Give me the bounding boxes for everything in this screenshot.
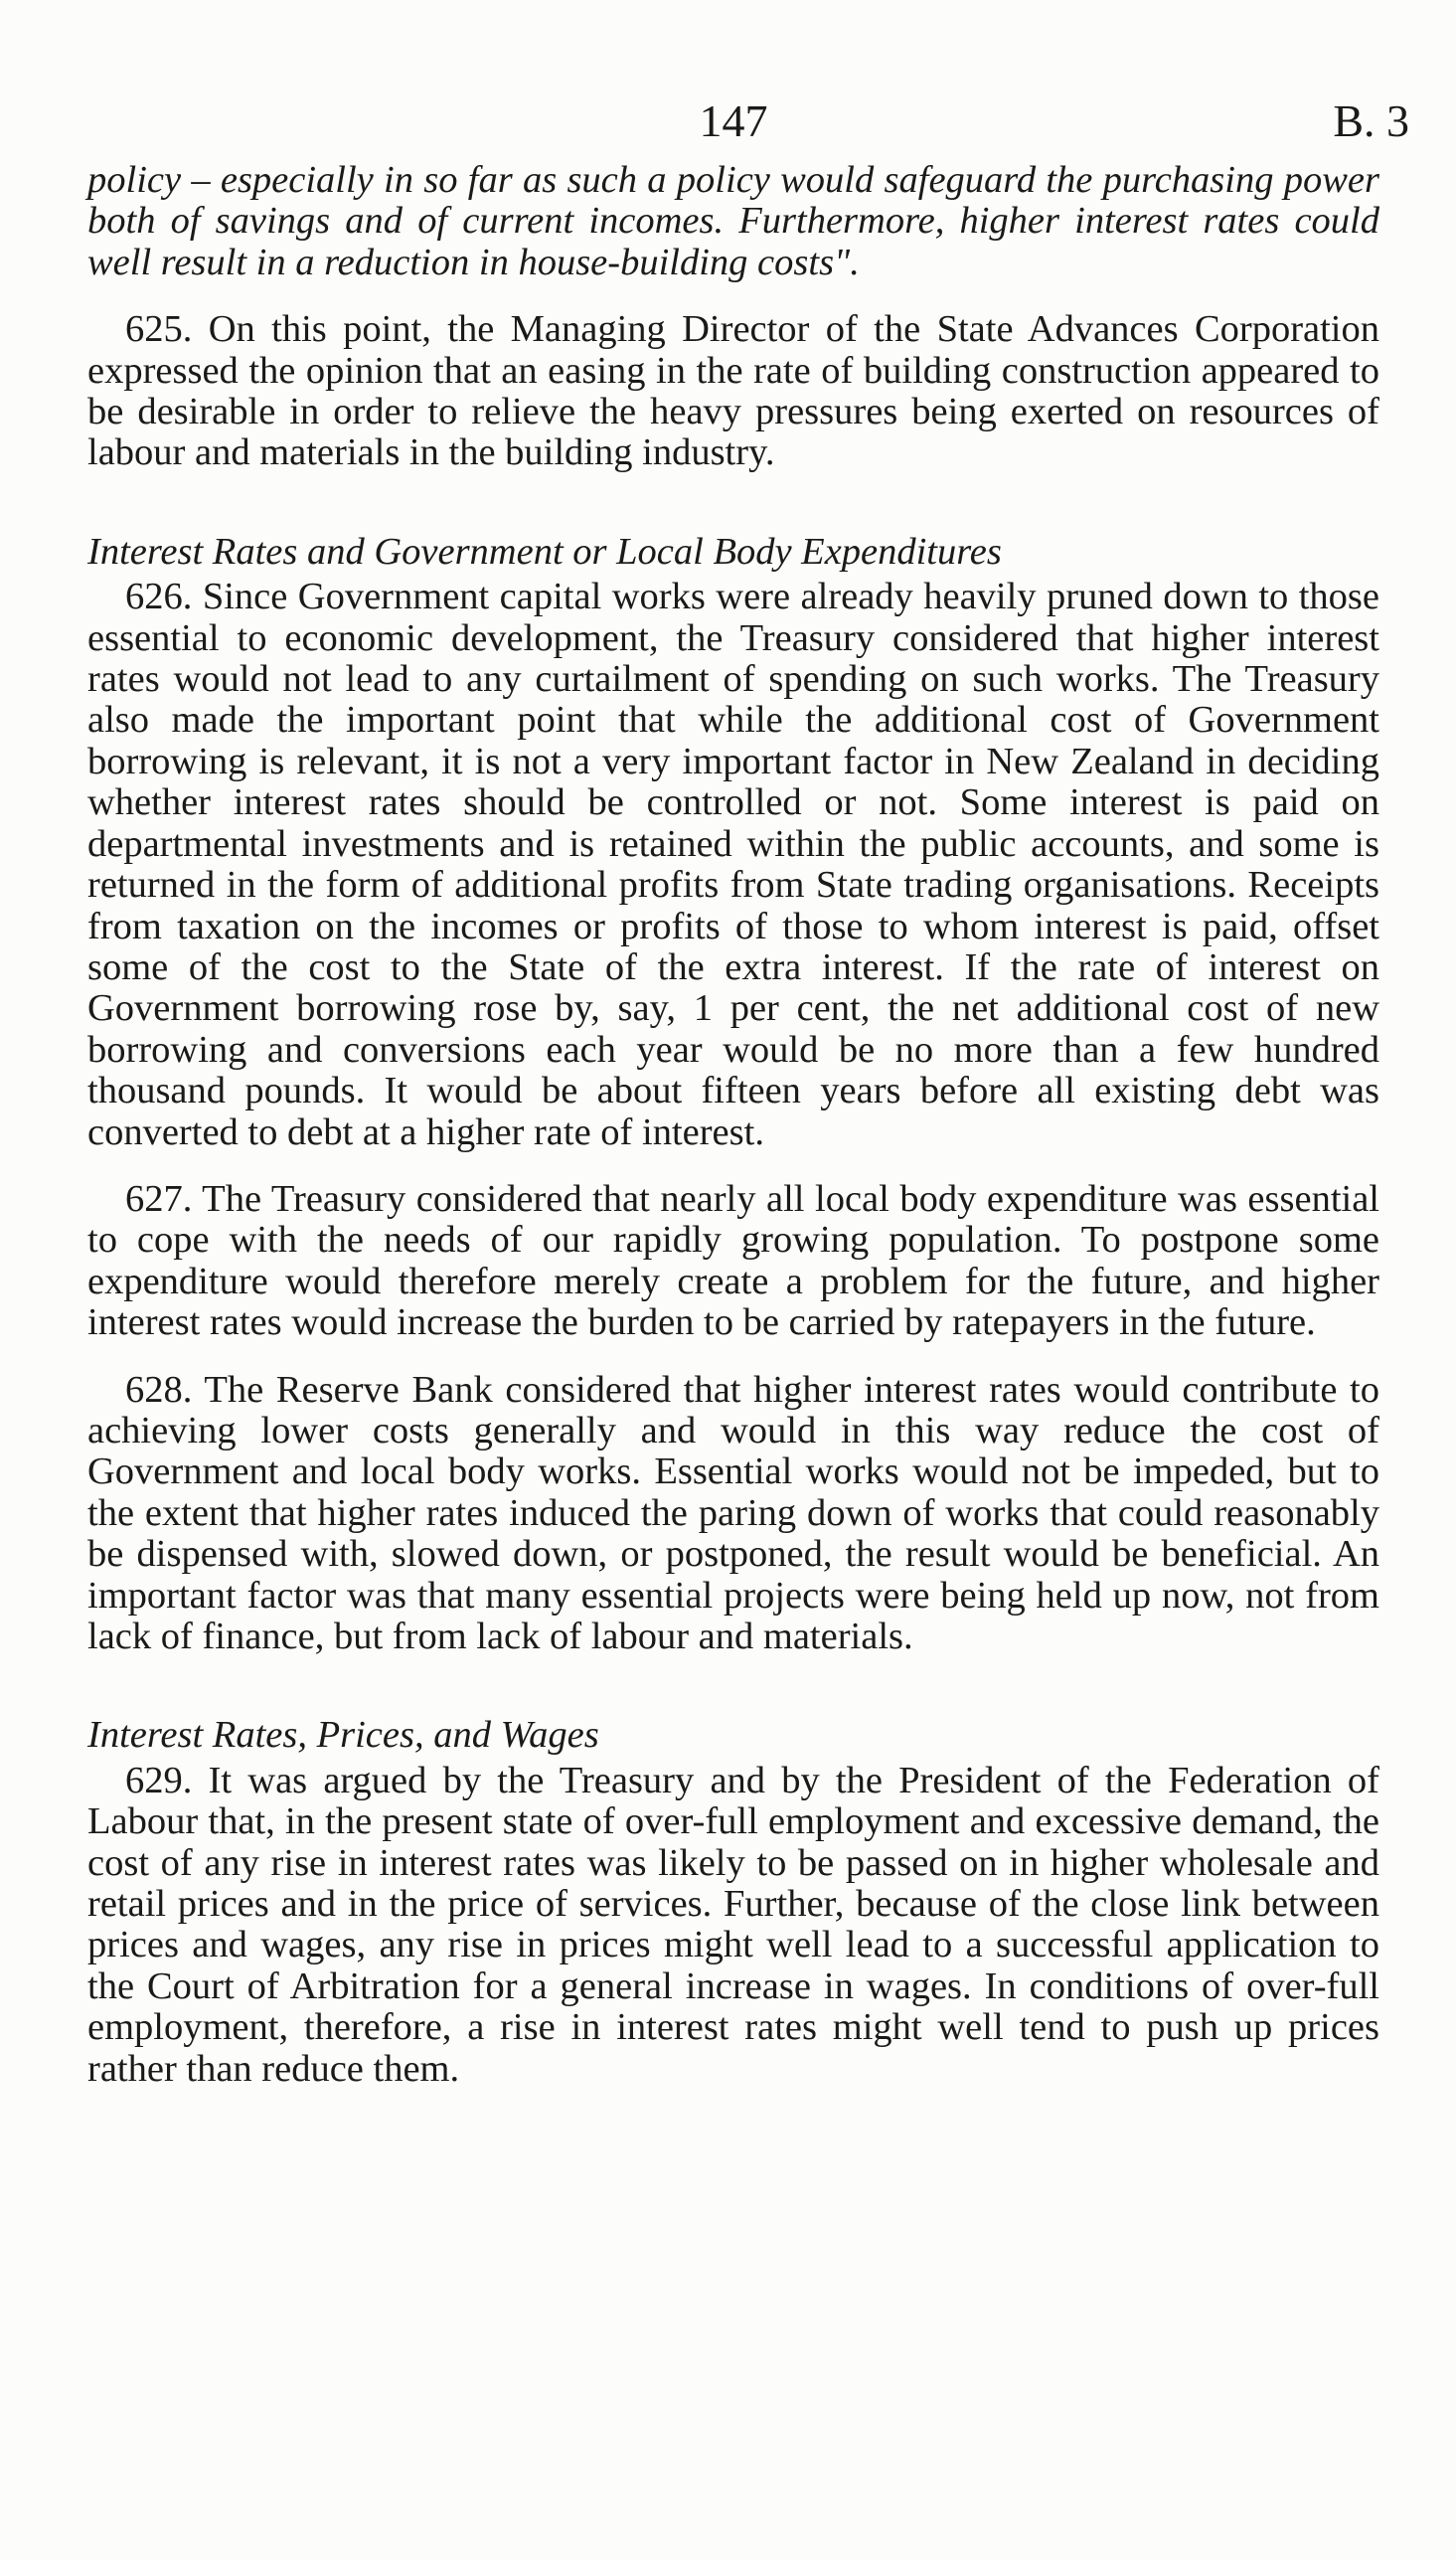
document-page [87, 94, 1409, 2090]
paragraph-627: 627. The Treasury considered that nearly all local body expenditure was essential to cope with the needs of our rapidly growing population. To postpone some expenditure would therefore merely create a problem for the future, and higher interest rates would increase the burden to be carried by ratepayers in the future. [87, 1177, 1379, 1344]
page-number: 147 [699, 95, 768, 146]
section-heading-prices-wages: Interest Rates, Prices, and Wages [87, 1714, 599, 1757]
section-heading-expenditures: Interest Rates and Government or Local Body Expenditures [87, 530, 1002, 573]
paragraph-629: 629. It was argued by the Treasury and by the President of the Federation of Labour that, in the present state of over-full employment and excessive demand, the cost of any rise in interest rates was likely to be passed on in higher wholesale and retail prices and in the price of services. Further, because of the close link between prices and wages, any rise in prices might well lead to a successful application to the Court of Arbitration for a general increase in wages. In conditions of over-full employment, therefore, a rise in interest rates might well tend to push up prices rather than reduce them. [87, 1759, 1379, 2090]
paragraph-625: 625. On this point, the Managing Director of the State Advances Corporation expressed the opinion that an easing in the rate of building construction appeared to be desirable in order to relieve the heavy pressures being exerted on resources of labour and materials in the building industry. [87, 308, 1379, 474]
document-reference: B. 3 [1333, 95, 1409, 146]
paragraph-626: 626. Since Government capital works were already heavily pruned down to those essential to economic development, the Treasury considered that higher interest rates would not lead to any curtailment of spending on such works. The Treasury also made the important point that while the additional cost of Government borrowing is relevant, it is not a very important factor in New Zealand in deciding whether interest rates should be controlled or not. Some interest is paid on departmental investments and is retained within the public accounts, and some is returned in the form of additional profits from State trading organisations. Receipts from taxation on the incomes or profits of those to whom interest is paid, offset some of the cost to the State of the extra interest. If the rate of interest on Government borrowing rose by, say, 1 per cent, the net additional cost of new borrowing and conversions each year would be no more than a few hundred thousand pounds. It would be about fifteen years before all existing debt was converted to debt at a higher rate of interest. [87, 576, 1379, 1153]
continued-quote: policy – especially in so far as such a policy would safeguard the purchasing power both of savings and of current incomes. Furthermore, higher interest rates could well result in a reduction in house-building costs". [87, 159, 1379, 283]
paragraph-628: 628. The Reserve Bank considered that higher interest rates would contribute to achieving lower costs generally and would in this way reduce the cost of Government and local body works. Essential works would not be impeded, but to the extent that higher rates induced the paring down of works that could reasonably be dispensed with, slowed down, or postponed, the result would be beneficial. An important factor was that many essential projects were being held up now, not from lack of finance, but from lack of labour and materials. [87, 1368, 1379, 1657]
page-header [87, 94, 1409, 160]
